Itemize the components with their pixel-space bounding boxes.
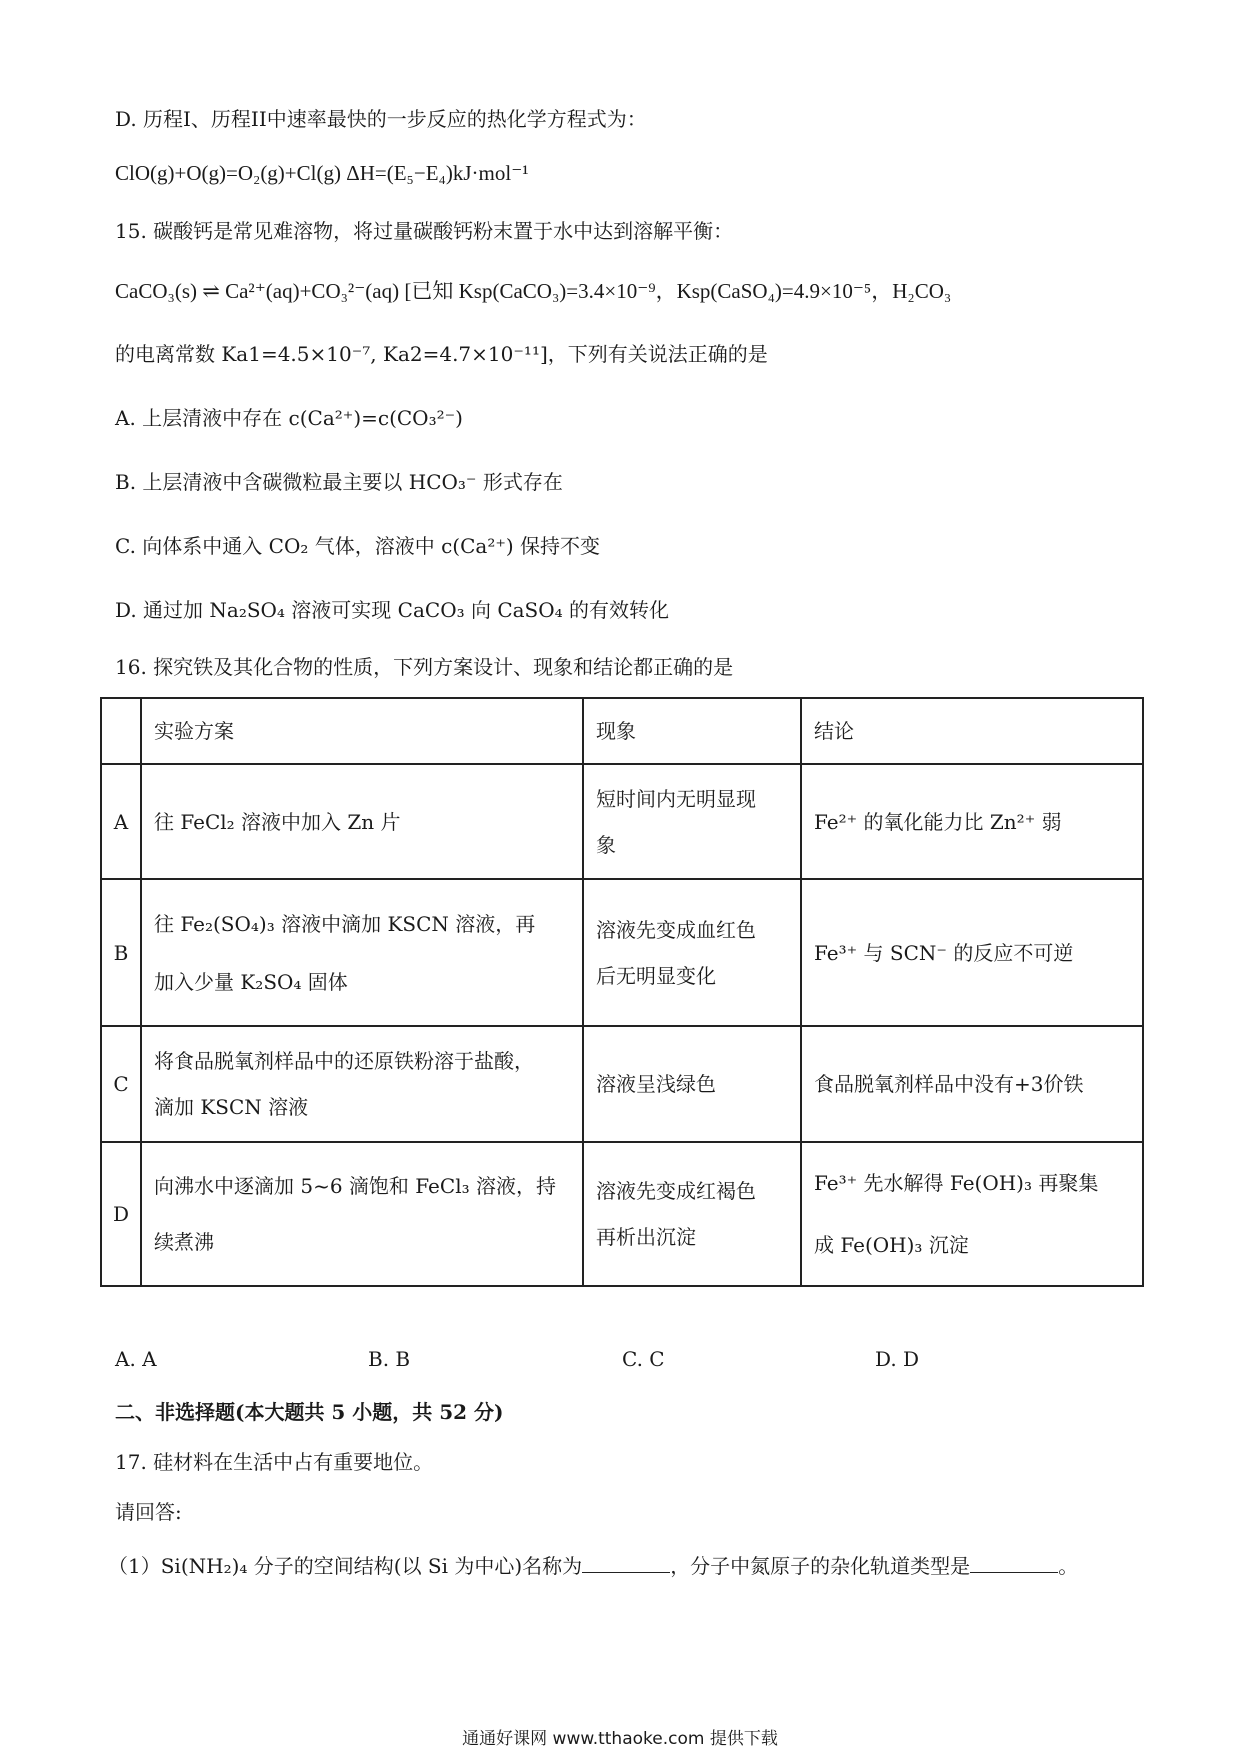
cell-line: 向沸水中逐滴加 5~6 滴饱和 FeCl₃ 溶液，持 xyxy=(154,1174,556,1198)
q17-prompt: 请回答: xyxy=(115,1500,182,1524)
q17-part1-text-b: ，分子中氮原子的杂化轨道类型是 xyxy=(670,1554,971,1578)
table-row xyxy=(101,879,1143,1026)
table-cell-phenomenon xyxy=(583,764,801,879)
q17-part1-text-c: 。 xyxy=(1058,1554,1079,1578)
q15-option-c: C. 向体系中通入 CO₂ 气体，溶液中 c(Ca²⁺) 保持不变 xyxy=(115,534,601,558)
q15-option-a: A. 上层清液中存在 c(Ca²⁺)=c(CO₃²⁻) xyxy=(115,406,463,430)
row-label: B xyxy=(101,879,141,1026)
table-cell-conclusion xyxy=(801,879,1143,1026)
table-cell-plan xyxy=(141,879,583,1026)
row-label: C xyxy=(101,1026,141,1142)
cell-line: 后无明显变化 xyxy=(596,963,716,988)
table-cell-plan xyxy=(141,1142,583,1286)
table-cell-phenomenon xyxy=(583,879,801,1026)
cell-line: 象 xyxy=(596,832,616,857)
table-cell-conclusion xyxy=(801,764,1143,879)
cell-line: Fe³⁺ 先水解得 Fe(OH)₃ 再聚集 xyxy=(814,1171,1099,1195)
section-heading: 二、非选择题(本大题共 5 小题，共 52 分) xyxy=(115,1400,504,1424)
q17-part1 xyxy=(108,1551,1078,1581)
cell-line: 溶液呈浅绿色 xyxy=(596,1072,716,1096)
table-row xyxy=(101,764,1143,879)
table-row xyxy=(101,1142,1143,1286)
choice-c: C. C xyxy=(622,1347,665,1371)
row-label: D xyxy=(101,1142,141,1286)
q17-part1-text-a: （1）Si(NH₂)₄ 分子的空间结构(以 Si 为中心)名称为 xyxy=(108,1554,583,1578)
choice-a: A. A xyxy=(115,1347,157,1371)
q16-stem: 16. 探究铁及其化合物的性质，下列方案设计、现象和结论都正确的是 xyxy=(115,655,734,679)
q15-stem: 15. 碳酸钙是常见难溶物，将过量碳酸钙粉末置于水中达到溶解平衡： xyxy=(115,219,734,243)
choice-d: D. D xyxy=(875,1347,920,1371)
table-row xyxy=(101,1026,1143,1142)
cell-line: 食品脱氧剂样品中没有+3价铁 xyxy=(814,1072,1084,1096)
table-header-cell xyxy=(101,698,141,764)
cell-line: 溶液先变成血红色 xyxy=(596,917,756,942)
q15-option-d: D. 通过加 Na₂SO₄ 溶液可实现 CaCO₃ 向 CaSO₄ 的有效转化 xyxy=(115,598,670,622)
table-cell-conclusion xyxy=(801,1026,1143,1142)
table-cell-phenomenon xyxy=(583,1026,801,1142)
cell-line: 续煮沸 xyxy=(154,1230,214,1254)
q14-option-d: D. 历程I、历程II中速率最快的一步反应的热化学方程式为： xyxy=(115,107,647,131)
cell-line: 成 Fe(OH)₃ 沉淀 xyxy=(814,1233,969,1257)
cell-line: 溶液先变成红褐色 xyxy=(596,1179,756,1203)
cell-line: 再析出沉淀 xyxy=(596,1225,696,1249)
cell-line: 将食品脱氧剂样品中的还原铁粉溶于盐酸， xyxy=(154,1049,534,1073)
row-label: A xyxy=(101,764,141,879)
cell-line: Fe³⁺ 与 SCN⁻ 的反应不可逆 xyxy=(814,940,1074,965)
cell-line: 短时间内无明显现 xyxy=(596,786,756,811)
q15-equilibrium: CaCO₃(s) ⇌ Ca²⁺(aq)+CO₃²⁻(aq) [已知 Ksp(CaCO₃)=3.4×10⁻⁹，Ksp(CaSO₄)=4.9×10⁻⁵，H₂CO₃ xyxy=(115,279,952,303)
answer-blank-1[interactable] xyxy=(582,1554,670,1573)
cell-line: 往 FeCl₂ 溶液中加入 Zn 片 xyxy=(154,809,401,834)
q17-stem: 17. 硅材料在生活中占有重要地位。 xyxy=(115,1450,434,1474)
table-cell-plan xyxy=(141,1026,583,1142)
q15-option-b: B. 上层清液中含碳微粒最主要以 HCO₃⁻ 形式存在 xyxy=(115,470,563,494)
table-cell-plan xyxy=(141,764,583,879)
q16-table xyxy=(100,697,1144,1287)
q15-ka: 的电离常数 Ka1=4.5×10⁻⁷, Ka2=4.7×10⁻¹¹]，下列有关说法正确的是 xyxy=(115,342,768,366)
table-header-cell: 结论 xyxy=(801,698,1143,764)
choice-b: B. B xyxy=(368,1347,411,1371)
answer-blank-2[interactable] xyxy=(970,1554,1058,1573)
table-cell-conclusion xyxy=(801,1142,1143,1286)
cell-line: 滴加 KSCN 溶液 xyxy=(154,1095,309,1119)
table-header-cell: 实验方案 xyxy=(141,698,583,764)
cell-line: 加入少量 K₂SO₄ 固体 xyxy=(154,969,348,994)
table-header-row xyxy=(101,698,1143,764)
cell-line: Fe²⁺ 的氧化能力比 Zn²⁺ 弱 xyxy=(814,809,1062,834)
page-footer: 通通好课网 www.tthaoke.com 提供下载 xyxy=(462,1729,778,1749)
table-cell-phenomenon xyxy=(583,1142,801,1286)
q14-equation: ClO(g)+O(g)=O₂(g)+Cl(g) ΔH=(E₅−E₄)kJ·mol⁻¹ xyxy=(115,161,529,185)
table-header-cell: 现象 xyxy=(583,698,801,764)
cell-line: 往 Fe₂(SO₄)₃ 溶液中滴加 KSCN 溶液，再 xyxy=(154,911,536,936)
